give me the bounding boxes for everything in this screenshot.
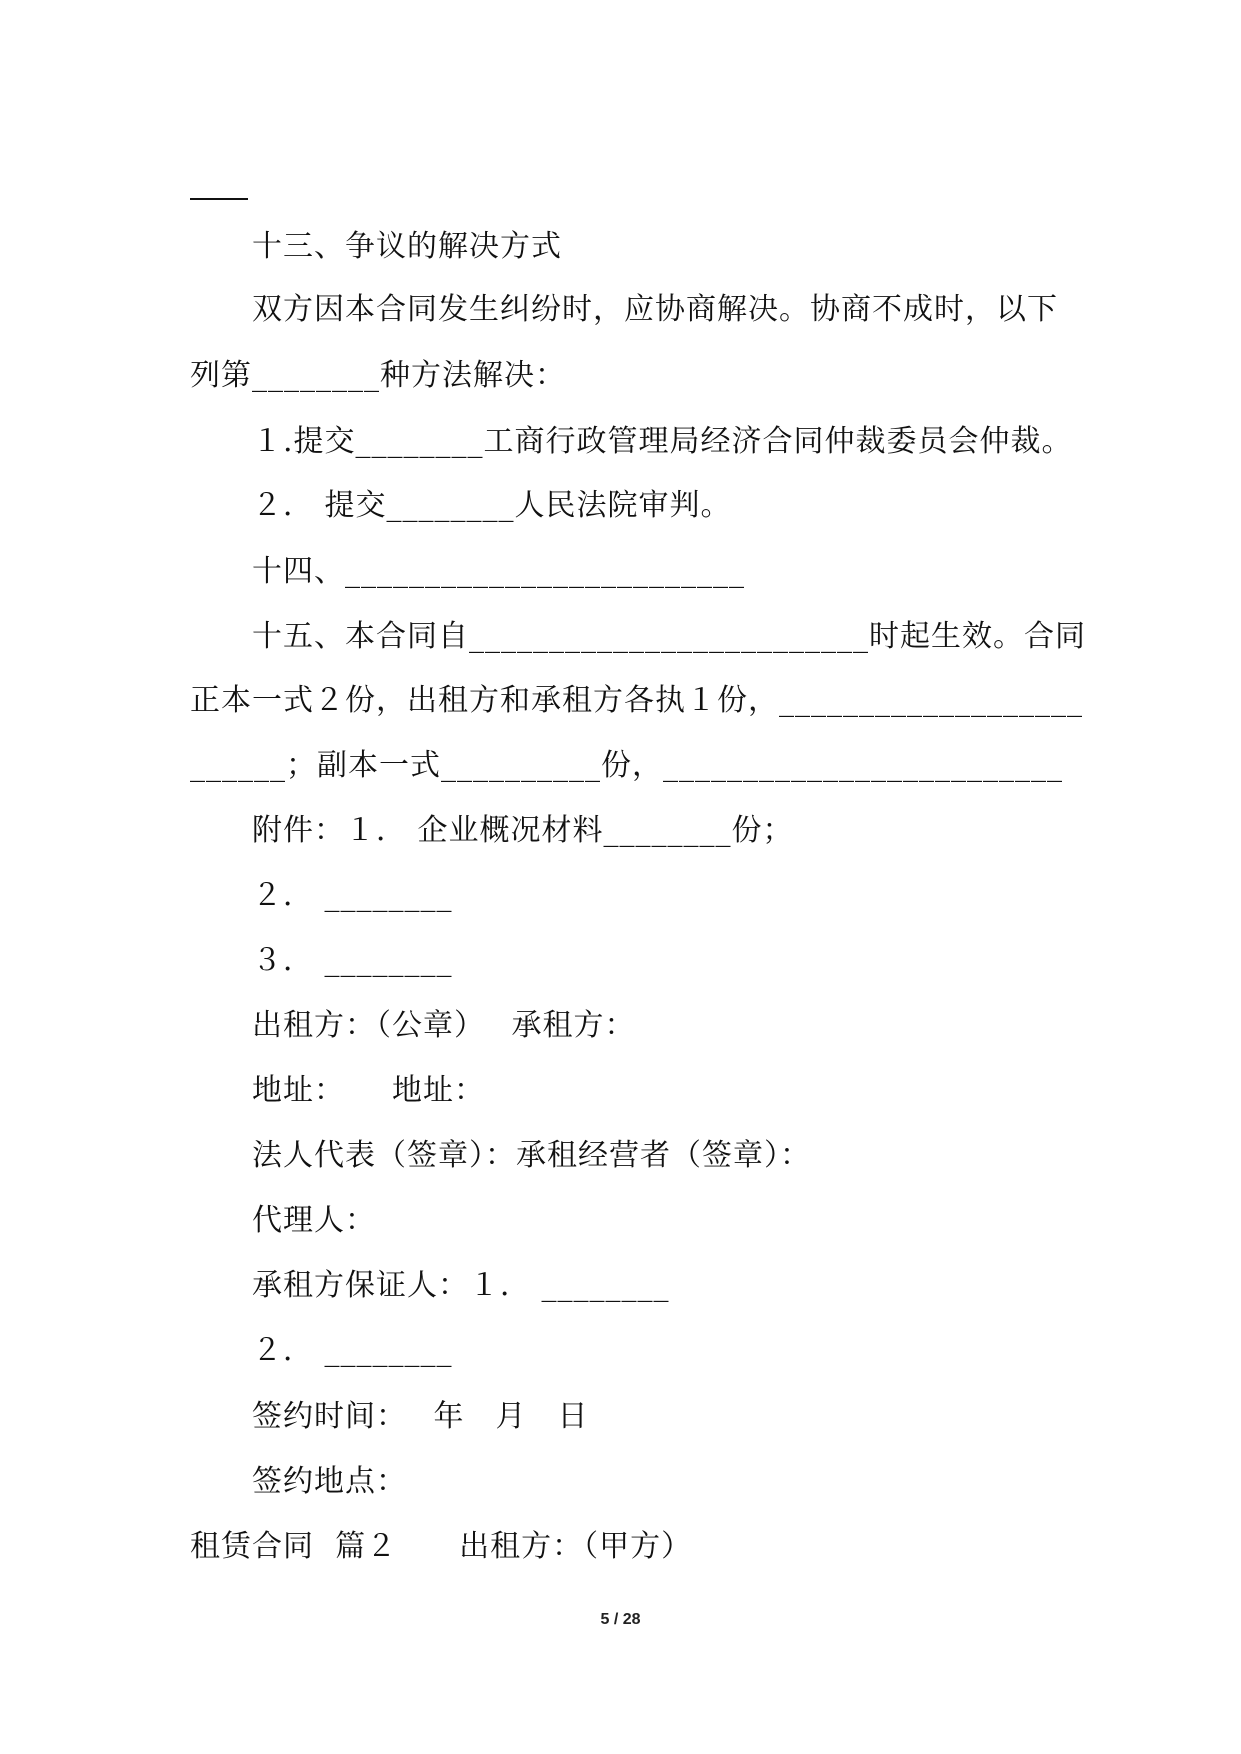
guarantor-1-line: 承租方保证人：１． ________ <box>252 1268 670 1303</box>
guarantor-2-line: ２． ________ <box>252 1333 453 1368</box>
page-number: 5 / 28 <box>600 1611 641 1628</box>
dispute-paragraph-line-1: 双方因本合同发生纠纷时，应协商解决。协商不成时，以下 <box>252 292 1058 327</box>
dispute-paragraph-line-2: 列第________种方法解决： <box>190 358 566 393</box>
option-2-court: ２． 提交________人民法院审判。 <box>252 488 732 523</box>
agent-line: 代理人： <box>252 1203 376 1238</box>
attachment-3: ３． ________ <box>252 943 453 978</box>
attachment-1: 附件：１． 企业概况材料________份； <box>252 813 794 848</box>
lessor-lessee-seal-line: 出租方：（公章） 承租方： <box>252 1008 636 1043</box>
top-underline-rule <box>190 198 248 200</box>
section-15-line-2: 正本一式２份，出租方和承租方各执１份，___________________ <box>190 683 1083 718</box>
option-1-arbitration: １.提交________工商行政管理局经济合同仲裁委员会仲裁。 <box>252 424 1073 459</box>
attachment-2: ２． ________ <box>252 878 453 913</box>
next-contract-heading: 租赁合同 篇２ 出租方：（甲方） <box>190 1529 693 1564</box>
legal-representative-line: 法人代表（签章）：承租经营者（签章）： <box>252 1138 811 1173</box>
section-15-line-1: 十五、本合同自_________________________时起生效。合同 <box>252 619 1086 654</box>
signing-place-line: 签约地点： <box>252 1464 407 1499</box>
section-13-heading: 十三、争议的解决方式 <box>252 229 562 264</box>
address-line: 地址： 地址： <box>252 1073 485 1108</box>
signing-date-line: 签约时间： 年 月 日 <box>252 1399 589 1434</box>
section-15-line-3: ______；副本一式__________份，_________________________ <box>190 748 1063 783</box>
section-14: 十四、_________________________ <box>252 554 745 589</box>
